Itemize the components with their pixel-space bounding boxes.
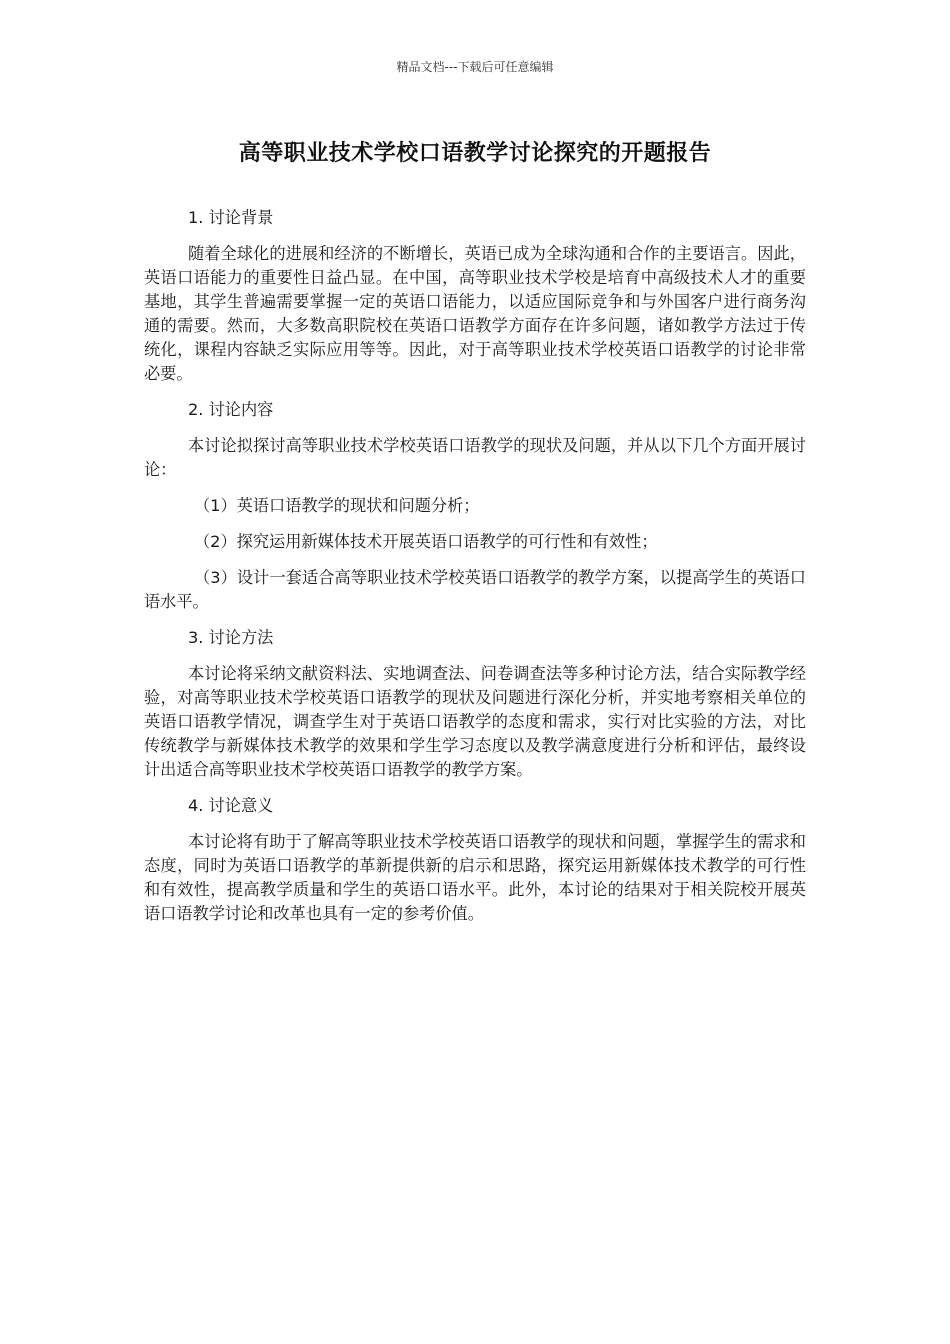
section-heading: 3. 讨论方法	[188, 628, 274, 647]
section-background	[144, 206, 806, 386]
section-content	[144, 398, 806, 614]
section-method	[144, 626, 806, 782]
section-significance	[144, 794, 806, 926]
section-paragraph: 本讨论将有助于了解高等职业技术学校英语口语教学的现状和问题，掌握学生的需求和态度，同时为英语口语教学的革新提供新的启示和思路，探究运用新媒体技术教学的可行性和有效性，提高教学质量和学生的英语口语水平。此外，本讨论的结果对于相关院校开展英语口语教学讨论和改革也具有一定的参考价值。	[144, 832, 806, 923]
list-item: （2）探究运用新媒体技术开展英语口语教学的可行性和有效性；	[194, 532, 658, 551]
section-heading: 4. 讨论意义	[188, 796, 274, 815]
section-paragraph: 本讨论拟探讨高等职业技术学校英语口语教学的现状及问题，并从以下几个方面开展讨论：	[144, 436, 806, 479]
header-note: 精品文档---下载后可任意编辑	[396, 60, 554, 74]
document-body	[144, 206, 806, 938]
list-item: （1）英语口语教学的现状和问题分析；	[194, 496, 480, 515]
section-heading: 2. 讨论内容	[188, 400, 274, 419]
section-paragraph: 随着全球化的进展和经济的不断增长，英语已成为全球沟通和合作的主要语言。因此，英语口语能力的重要性日益凸显。在中国，高等职业技术学校是培育中高级技术人才的重要基地，其学生普遍需要掌握一定的英语口语能力，以适应国际竞争和与外国客户进行商务沟通的需要。然而，大多数高职院校在英语口语教学方面存在许多问题，诸如教学方法过于传统化，课程内容缺乏实际应用等等。因此，对于高等职业技术学校英语口语教学的讨论非常必要。	[144, 244, 806, 383]
section-paragraph: 本讨论将采纳文献资料法、实地调查法、问卷调查法等多种讨论方法，结合实际教学经验，对高等职业技术学校英语口语教学的现状及问题进行深化分析，并实地考察相关单位的英语口语教学情况，调查学生对于英语口语教学的态度和需求，实行对比实验的方法，对比传统教学与新媒体技术教学的效果和学生学习态度以及教学满意度进行分析和评估，最终设计出适合高等职业技术学校英语口语教学的教学方案。	[144, 664, 806, 779]
section-heading: 1. 讨论背景	[188, 208, 274, 227]
document-title: 高等职业技术学校口语教学讨论探究的开题报告	[238, 141, 712, 166]
list-item: （3）设计一套适合高等职业技术学校英语口语教学的教学方案，以提高学生的英语口语水平。	[144, 568, 806, 611]
